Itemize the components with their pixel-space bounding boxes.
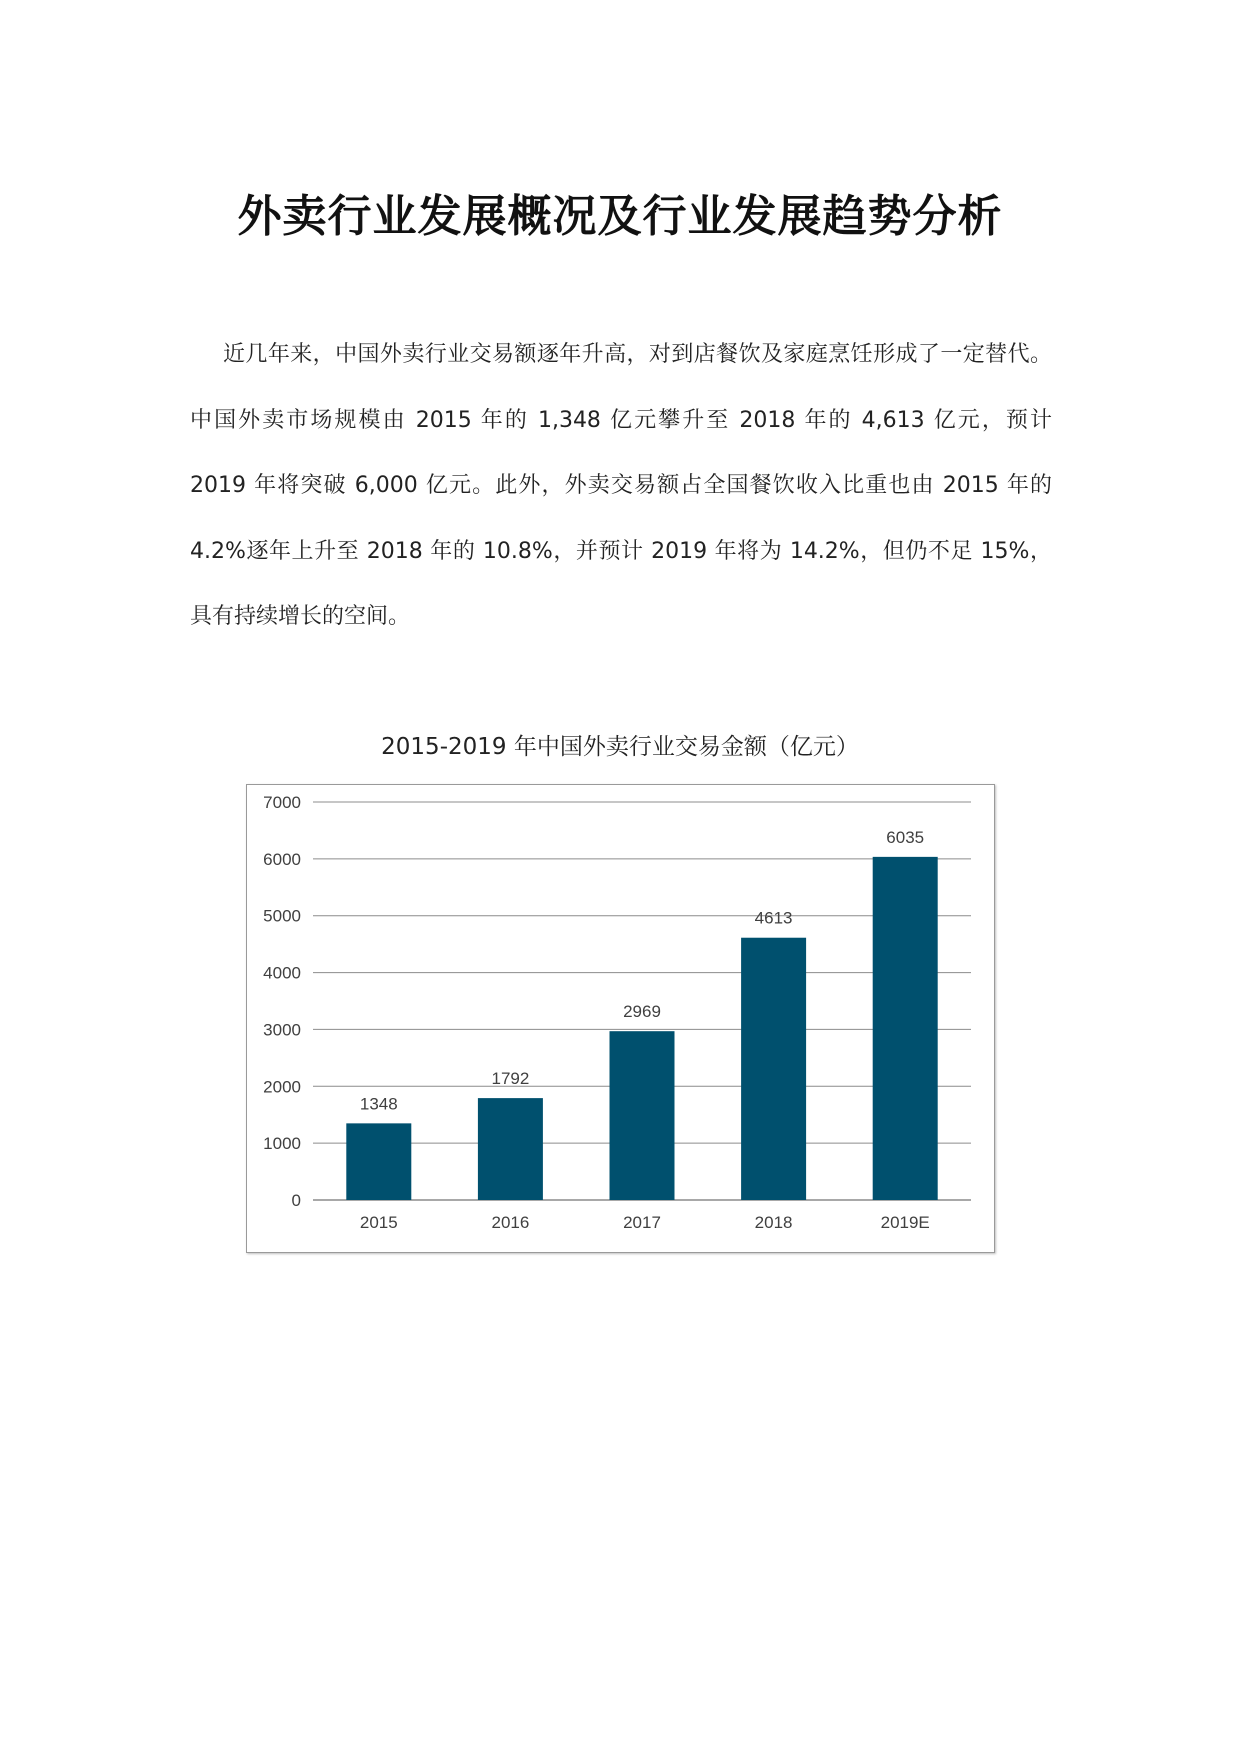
bar [610,1031,675,1200]
data-label: 1792 [491,1069,530,1089]
bar [478,1098,543,1200]
bar [873,857,938,1200]
x-tick-label: 2016 [491,1213,530,1232]
y-tick-label: 2000 [263,1077,301,1097]
data-label: 4613 [754,908,793,928]
y-tick-label: 6000 [263,849,301,869]
data-label: 1348 [359,1094,398,1114]
bar [346,1123,411,1200]
bar-chart [247,785,994,1252]
x-tick-label: 2017 [623,1213,661,1232]
body-paragraph: 近几年来，中国外卖行业交易额逐年升高，对到店餐饮及家庭烹饪形成了一定替代。中国外卖市场规模由 2015 年的 1,348 亿元攀升至 2018 年的 4,613 亿元，预计 2019 年将突破 6,000 亿元。此外，外卖交易额占全国餐饮收入比重也由 2015 年的 4.2%逐年上升至 2018 年的 10.8%，并预计 2019 年将为 14.2%，但仍不足 15%，具有持续增长的空间。 [190,342,1052,629]
y-tick-label: 1000 [263,1134,301,1154]
y-tick-label: 7000 [263,793,301,812]
chart-title: 2015-2019 年中国外卖行业交易金额（亿元） [381,734,859,760]
bar [741,938,806,1200]
y-tick-label: 0 [291,1191,301,1210]
y-tick-label: 4000 [263,963,301,983]
y-tick-label: 3000 [263,1020,301,1040]
data-label: 6035 [886,827,925,847]
x-tick-label: 2018 [754,1213,793,1232]
chart-frame [246,784,995,1253]
data-label: 2969 [623,1002,661,1022]
y-tick-label: 5000 [263,906,301,926]
x-tick-label: 2015 [359,1213,398,1232]
document-title: 外卖行业发展概况及行业发展趋势分析 [237,191,1003,242]
x-tick-label: 2019E [880,1213,930,1232]
